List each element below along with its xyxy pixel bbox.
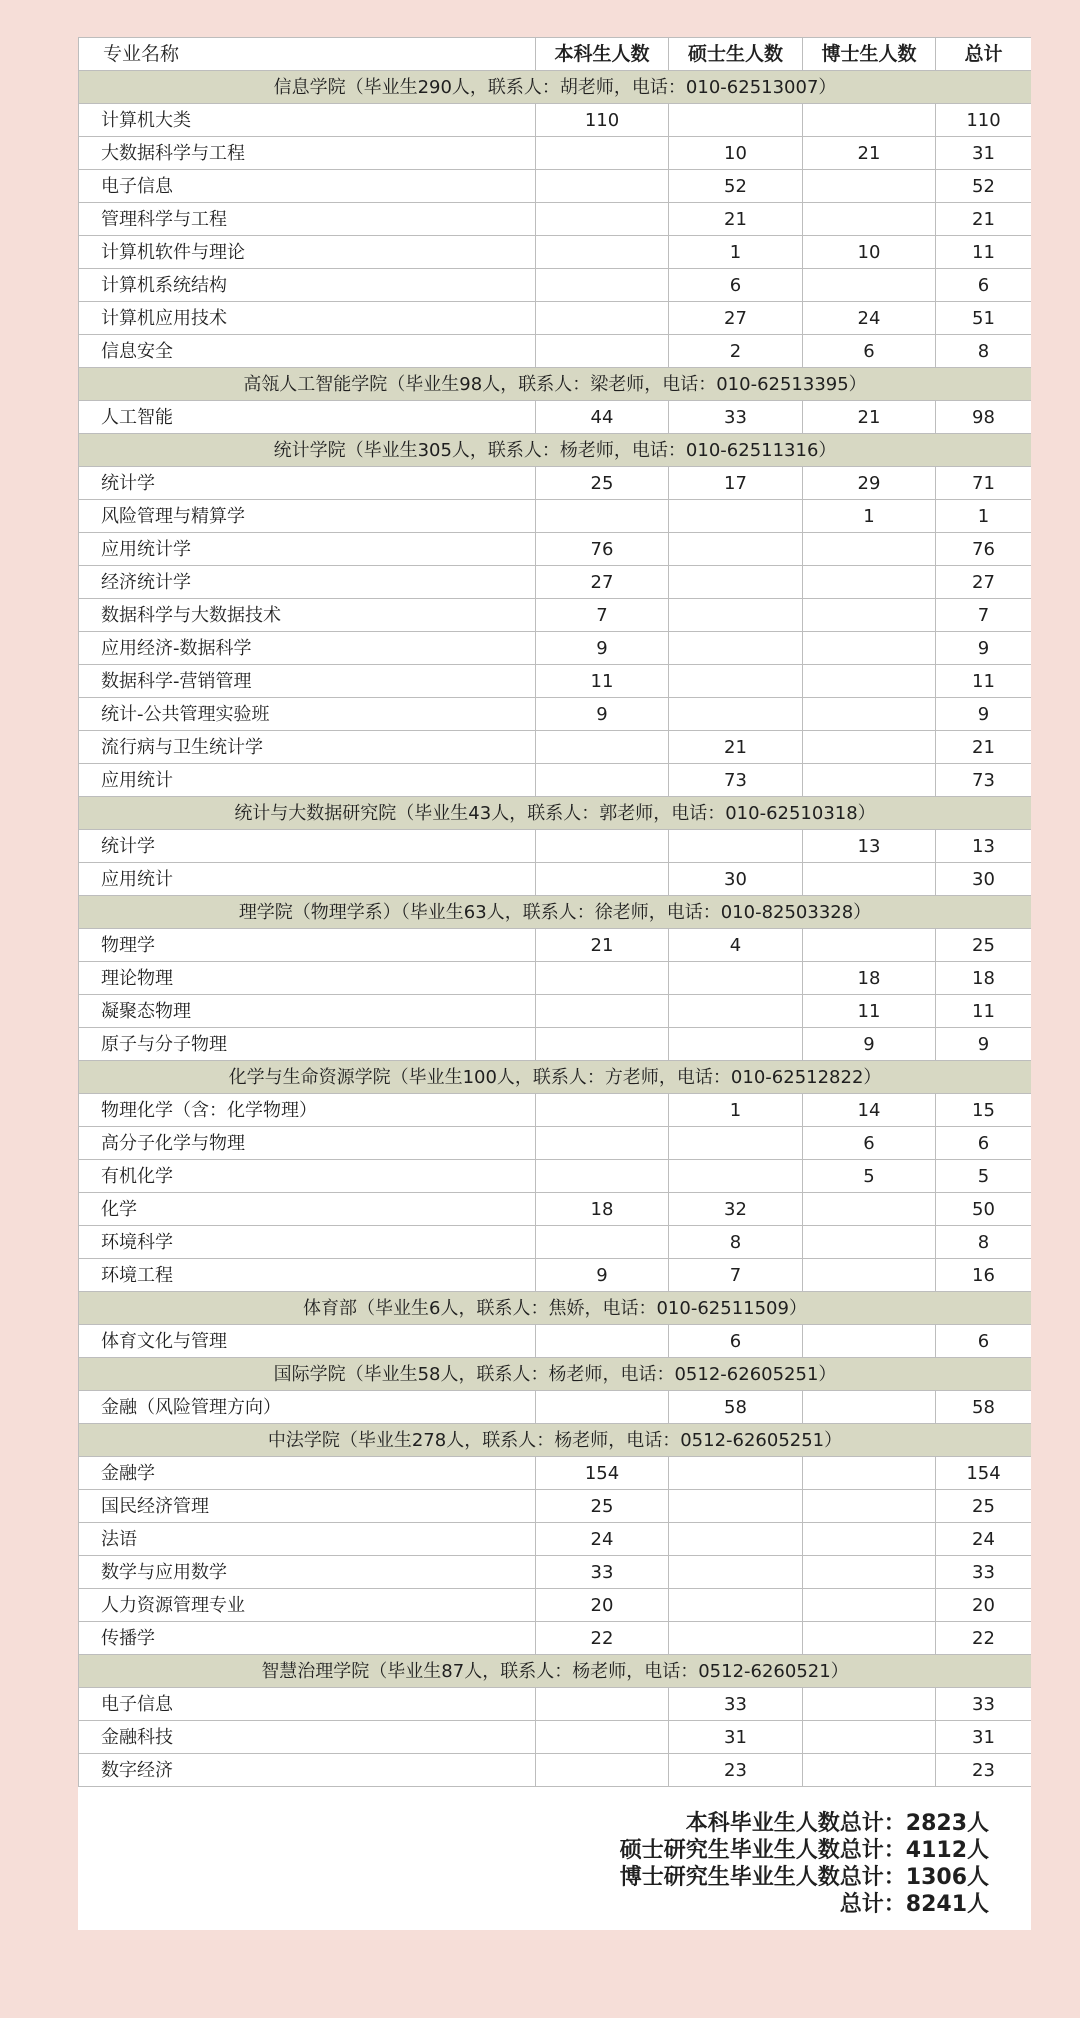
cell-doctoral: [803, 1490, 936, 1523]
college-title: 信息学院（毕业生290人，联系人：胡老师，电话：010-62513007）: [79, 71, 1032, 104]
cell-total: 8: [936, 335, 1032, 368]
cell-doctoral: [803, 1688, 936, 1721]
cell-undergraduate: [536, 995, 669, 1028]
cell-major-name: 物理化学（含：化学物理）: [79, 1094, 536, 1127]
cell-undergraduate: 25: [536, 1490, 669, 1523]
college-header-row: [79, 434, 1032, 467]
cell-total: 11: [936, 236, 1032, 269]
cell-major-name: 统计学: [79, 467, 536, 500]
table-row: [79, 1457, 1032, 1490]
cell-total: 25: [936, 1490, 1032, 1523]
cell-master: 32: [669, 1193, 803, 1226]
header-undergraduate-count: 本科生人数: [536, 38, 669, 71]
table-row: [79, 203, 1032, 236]
cell-doctoral: [803, 1721, 936, 1754]
cell-undergraduate: 7: [536, 599, 669, 632]
cell-master: [669, 1457, 803, 1490]
table-row: [79, 1490, 1032, 1523]
cell-total: 13: [936, 830, 1032, 863]
cell-undergraduate: [536, 764, 669, 797]
cell-major-name: 应用经济-数据科学: [79, 632, 536, 665]
cell-doctoral: 5: [803, 1160, 936, 1193]
cell-total: 6: [936, 1127, 1032, 1160]
college-header-row: [79, 1655, 1032, 1688]
table-row: [79, 1193, 1032, 1226]
cell-total: 76: [936, 533, 1032, 566]
cell-master: 1: [669, 236, 803, 269]
table-row: [79, 302, 1032, 335]
cell-undergraduate: 76: [536, 533, 669, 566]
college-header-row: [79, 797, 1032, 830]
cell-major-name: 凝聚态物理: [79, 995, 536, 1028]
header-major-name: 专业名称: [79, 38, 536, 71]
cell-master: 7: [669, 1259, 803, 1292]
table-row: [79, 929, 1032, 962]
table-row: [79, 1094, 1032, 1127]
college-title: 理学院（物理学系）（毕业生63人，联系人：徐老师，电话：010-82503328）: [79, 896, 1032, 929]
cell-doctoral: [803, 1754, 936, 1787]
cell-doctoral: [803, 698, 936, 731]
college-title: 中法学院（毕业生278人，联系人：杨老师，电话：0512-62605251）: [79, 1424, 1032, 1457]
cell-master: [669, 104, 803, 137]
cell-major-name: 大数据科学与工程: [79, 137, 536, 170]
cell-doctoral: [803, 1556, 936, 1589]
cell-master: [669, 830, 803, 863]
cell-total: 21: [936, 731, 1032, 764]
cell-undergraduate: [536, 269, 669, 302]
cell-major-name: 金融科技: [79, 1721, 536, 1754]
cell-major-name: 物理学: [79, 929, 536, 962]
cell-master: [669, 500, 803, 533]
cell-major-name: 计算机软件与理论: [79, 236, 536, 269]
cell-total: 25: [936, 929, 1032, 962]
cell-master: [669, 962, 803, 995]
table-row: [79, 995, 1032, 1028]
cell-total: 6: [936, 1325, 1032, 1358]
cell-total: 15: [936, 1094, 1032, 1127]
table-row: [79, 1754, 1032, 1787]
cell-total: 154: [936, 1457, 1032, 1490]
table-row: [79, 566, 1032, 599]
cell-major-name: 电子信息: [79, 1688, 536, 1721]
college-header-row: [79, 368, 1032, 401]
table-row: [79, 236, 1032, 269]
cell-major-name: 数字经济: [79, 1754, 536, 1787]
cell-total: 51: [936, 302, 1032, 335]
cell-undergraduate: 9: [536, 698, 669, 731]
cell-doctoral: [803, 1523, 936, 1556]
cell-doctoral: [803, 269, 936, 302]
cell-master: [669, 1523, 803, 1556]
cell-undergraduate: 110: [536, 104, 669, 137]
cell-master: [669, 1028, 803, 1061]
cell-major-name: 数学与应用数学: [79, 1556, 536, 1589]
cell-doctoral: [803, 1622, 936, 1655]
cell-undergraduate: [536, 1721, 669, 1754]
cell-undergraduate: [536, 236, 669, 269]
cell-total: 9: [936, 1028, 1032, 1061]
cell-total: 16: [936, 1259, 1032, 1292]
cell-master: 21: [669, 203, 803, 236]
college-title: 化学与生命资源学院（毕业生100人，联系人：方老师，电话：010-62512822）: [79, 1061, 1032, 1094]
cell-total: 73: [936, 764, 1032, 797]
college-header-row: [79, 1292, 1032, 1325]
cell-total: 24: [936, 1523, 1032, 1556]
cell-major-name: 经济统计学: [79, 566, 536, 599]
table-row: [79, 1589, 1032, 1622]
table-row: [79, 632, 1032, 665]
cell-major-name: 传播学: [79, 1622, 536, 1655]
cell-major-name: 法语: [79, 1523, 536, 1556]
cell-total: 9: [936, 698, 1032, 731]
cell-major-name: 数据科学与大数据技术: [79, 599, 536, 632]
cell-total: 33: [936, 1688, 1032, 1721]
cell-master: 23: [669, 1754, 803, 1787]
cell-total: 71: [936, 467, 1032, 500]
cell-major-name: 体育文化与管理: [79, 1325, 536, 1358]
cell-master: 6: [669, 269, 803, 302]
cell-doctoral: [803, 1457, 936, 1490]
cell-master: [669, 995, 803, 1028]
cell-undergraduate: 21: [536, 929, 669, 962]
cell-undergraduate: [536, 1127, 669, 1160]
table-row: [79, 1556, 1032, 1589]
cell-master: 4: [669, 929, 803, 962]
cell-undergraduate: 24: [536, 1523, 669, 1556]
cell-undergraduate: [536, 962, 669, 995]
cell-total: 30: [936, 863, 1032, 896]
cell-major-name: 金融学: [79, 1457, 536, 1490]
cell-total: 5: [936, 1160, 1032, 1193]
cell-total: 8: [936, 1226, 1032, 1259]
table-row: [79, 731, 1032, 764]
college-header-row: [79, 71, 1032, 104]
cell-undergraduate: [536, 731, 669, 764]
college-header-row: [79, 1424, 1032, 1457]
cell-major-name: 统计-公共管理实验班: [79, 698, 536, 731]
cell-doctoral: [803, 1325, 936, 1358]
table-header-row: [79, 38, 1032, 71]
cell-major-name: 高分子化学与物理: [79, 1127, 536, 1160]
cell-total: 33: [936, 1556, 1032, 1589]
header-doctoral-count: 博士生人数: [803, 38, 936, 71]
table-row: [79, 1325, 1032, 1358]
cell-doctoral: 21: [803, 137, 936, 170]
table-row: [79, 863, 1032, 896]
cell-doctoral: 6: [803, 335, 936, 368]
table-row: [79, 269, 1032, 302]
graduate-statistics-table: [78, 37, 1031, 1787]
cell-undergraduate: 27: [536, 566, 669, 599]
cell-master: 10: [669, 137, 803, 170]
cell-master: [669, 566, 803, 599]
cell-major-name: 理论物理: [79, 962, 536, 995]
cell-doctoral: 29: [803, 467, 936, 500]
cell-total: 98: [936, 401, 1032, 434]
cell-major-name: 原子与分子物理: [79, 1028, 536, 1061]
cell-major-name: 计算机大类: [79, 104, 536, 137]
table-row: [79, 665, 1032, 698]
cell-doctoral: 9: [803, 1028, 936, 1061]
cell-doctoral: [803, 104, 936, 137]
cell-total: 9: [936, 632, 1032, 665]
cell-undergraduate: [536, 203, 669, 236]
college-title: 国际学院（毕业生58人，联系人：杨老师，电话：0512-62605251）: [79, 1358, 1032, 1391]
table-row: [79, 1259, 1032, 1292]
cell-major-name: 环境工程: [79, 1259, 536, 1292]
cell-master: 2: [669, 335, 803, 368]
cell-master: 8: [669, 1226, 803, 1259]
summary-grand-total: 总计：8241人: [839, 1892, 989, 1917]
cell-doctoral: 10: [803, 236, 936, 269]
cell-doctoral: [803, 764, 936, 797]
cell-major-name: 人力资源管理专业: [79, 1589, 536, 1622]
cell-undergraduate: [536, 1226, 669, 1259]
cell-major-name: 环境科学: [79, 1226, 536, 1259]
cell-master: [669, 665, 803, 698]
cell-doctoral: [803, 863, 936, 896]
college-title: 智慧治理学院（毕业生87人，联系人：杨老师，电话：0512-6260521）: [79, 1655, 1032, 1688]
cell-doctoral: [803, 665, 936, 698]
cell-undergraduate: [536, 302, 669, 335]
summary-master-total: 硕士研究生毕业生人数总计：4112人: [619, 1838, 989, 1863]
cell-doctoral: 13: [803, 830, 936, 863]
cell-master: [669, 1622, 803, 1655]
summary-undergraduate-total: 本科毕业生人数总计：2823人: [685, 1811, 989, 1836]
cell-doctoral: [803, 1193, 936, 1226]
cell-doctoral: [803, 170, 936, 203]
cell-undergraduate: 18: [536, 1193, 669, 1226]
table-body: [79, 71, 1032, 1787]
table-row: [79, 170, 1032, 203]
table-row: [79, 467, 1032, 500]
cell-master: 33: [669, 401, 803, 434]
table-row: [79, 137, 1032, 170]
cell-master: [669, 698, 803, 731]
college-title: 体育部（毕业生6人，联系人：焦娇，电话：010-62511509）: [79, 1292, 1032, 1325]
cell-master: 21: [669, 731, 803, 764]
cell-total: 20: [936, 1589, 1032, 1622]
cell-doctoral: [803, 203, 936, 236]
cell-total: 31: [936, 1721, 1032, 1754]
cell-doctoral: [803, 566, 936, 599]
cell-doctoral: 18: [803, 962, 936, 995]
cell-undergraduate: [536, 830, 669, 863]
cell-total: 7: [936, 599, 1032, 632]
college-header-row: [79, 896, 1032, 929]
cell-doctoral: 14: [803, 1094, 936, 1127]
cell-undergraduate: [536, 863, 669, 896]
cell-doctoral: [803, 1226, 936, 1259]
cell-undergraduate: 25: [536, 467, 669, 500]
cell-master: [669, 1589, 803, 1622]
college-header-row: [79, 1061, 1032, 1094]
cell-major-name: 有机化学: [79, 1160, 536, 1193]
college-header-row: [79, 1358, 1032, 1391]
cell-major-name: 风险管理与精算学: [79, 500, 536, 533]
cell-undergraduate: 22: [536, 1622, 669, 1655]
cell-major-name: 电子信息: [79, 170, 536, 203]
cell-major-name: 计算机应用技术: [79, 302, 536, 335]
table-row: [79, 104, 1032, 137]
cell-total: 1: [936, 500, 1032, 533]
cell-major-name: 计算机系统结构: [79, 269, 536, 302]
cell-doctoral: [803, 632, 936, 665]
table-row: [79, 1622, 1032, 1655]
cell-master: 58: [669, 1391, 803, 1424]
cell-undergraduate: 33: [536, 1556, 669, 1589]
table-row: [79, 500, 1032, 533]
cell-total: 110: [936, 104, 1032, 137]
table-row: [79, 698, 1032, 731]
cell-doctoral: 21: [803, 401, 936, 434]
cell-doctoral: [803, 1391, 936, 1424]
cell-master: 27: [669, 302, 803, 335]
cell-doctoral: [803, 1259, 936, 1292]
cell-total: 50: [936, 1193, 1032, 1226]
cell-master: 1: [669, 1094, 803, 1127]
table-row: [79, 533, 1032, 566]
cell-total: 6: [936, 269, 1032, 302]
table-row: [79, 1391, 1032, 1424]
cell-master: 31: [669, 1721, 803, 1754]
cell-major-name: 数据科学-营销管理: [79, 665, 536, 698]
cell-master: 73: [669, 764, 803, 797]
cell-undergraduate: [536, 1325, 669, 1358]
cell-undergraduate: [536, 500, 669, 533]
cell-undergraduate: 20: [536, 1589, 669, 1622]
table-row: [79, 401, 1032, 434]
college-title: 统计与大数据研究院（毕业生43人，联系人：郭老师，电话：010-62510318）: [79, 797, 1032, 830]
cell-master: [669, 1160, 803, 1193]
cell-major-name: 应用统计学: [79, 533, 536, 566]
table-row: [79, 1160, 1032, 1193]
cell-major-name: 金融（风险管理方向）: [79, 1391, 536, 1424]
cell-master: 30: [669, 863, 803, 896]
table-row: [79, 1688, 1032, 1721]
cell-undergraduate: [536, 1028, 669, 1061]
cell-doctoral: 11: [803, 995, 936, 1028]
cell-master: 17: [669, 467, 803, 500]
cell-undergraduate: 154: [536, 1457, 669, 1490]
cell-total: 18: [936, 962, 1032, 995]
cell-total: 22: [936, 1622, 1032, 1655]
cell-undergraduate: [536, 1688, 669, 1721]
cell-doctoral: [803, 731, 936, 764]
cell-master: [669, 599, 803, 632]
cell-major-name: 人工智能: [79, 401, 536, 434]
cell-master: 33: [669, 1688, 803, 1721]
table-row: [79, 1127, 1032, 1160]
cell-undergraduate: [536, 137, 669, 170]
cell-total: 23: [936, 1754, 1032, 1787]
table-row: [79, 1523, 1032, 1556]
summary-doctoral-total: 博士研究生毕业生人数总计：1306人: [619, 1865, 989, 1890]
cell-undergraduate: [536, 1754, 669, 1787]
cell-total: 58: [936, 1391, 1032, 1424]
header-total: 总计: [936, 38, 1032, 71]
cell-undergraduate: [536, 1391, 669, 1424]
cell-major-name: 信息安全: [79, 335, 536, 368]
college-title: 高瓴人工智能学院（毕业生98人，联系人：梁老师，电话：010-62513395）: [79, 368, 1032, 401]
graduate-table-sheet: [78, 37, 1031, 1930]
cell-master: 52: [669, 170, 803, 203]
cell-master: 6: [669, 1325, 803, 1358]
cell-total: 11: [936, 995, 1032, 1028]
cell-undergraduate: 9: [536, 1259, 669, 1292]
cell-doctoral: [803, 1589, 936, 1622]
cell-total: 31: [936, 137, 1032, 170]
college-title: 统计学院（毕业生305人，联系人：杨老师，电话：010-62511316）: [79, 434, 1032, 467]
cell-doctoral: [803, 599, 936, 632]
cell-total: 11: [936, 665, 1032, 698]
cell-doctoral: 6: [803, 1127, 936, 1160]
cell-major-name: 应用统计: [79, 764, 536, 797]
cell-undergraduate: 11: [536, 665, 669, 698]
cell-total: 52: [936, 170, 1032, 203]
cell-major-name: 化学: [79, 1193, 536, 1226]
cell-doctoral: 1: [803, 500, 936, 533]
table-row: [79, 1226, 1032, 1259]
cell-undergraduate: [536, 1160, 669, 1193]
cell-master: [669, 632, 803, 665]
cell-major-name: 应用统计: [79, 863, 536, 896]
cell-major-name: 流行病与卫生统计学: [79, 731, 536, 764]
cell-undergraduate: [536, 1094, 669, 1127]
cell-major-name: 管理科学与工程: [79, 203, 536, 236]
cell-undergraduate: 9: [536, 632, 669, 665]
summary-totals: [620, 1810, 989, 1918]
table-row: [79, 962, 1032, 995]
cell-undergraduate: 44: [536, 401, 669, 434]
cell-master: [669, 533, 803, 566]
cell-major-name: 统计学: [79, 830, 536, 863]
cell-doctoral: 24: [803, 302, 936, 335]
cell-total: 21: [936, 203, 1032, 236]
table-row: [79, 1028, 1032, 1061]
cell-major-name: 国民经济管理: [79, 1490, 536, 1523]
cell-doctoral: [803, 929, 936, 962]
table-row: [79, 764, 1032, 797]
cell-doctoral: [803, 533, 936, 566]
cell-undergraduate: [536, 170, 669, 203]
table-row: [79, 830, 1032, 863]
cell-undergraduate: [536, 335, 669, 368]
table-row: [79, 599, 1032, 632]
cell-master: [669, 1556, 803, 1589]
table-row: [79, 1721, 1032, 1754]
table-row: [79, 335, 1032, 368]
cell-total: 27: [936, 566, 1032, 599]
cell-master: [669, 1127, 803, 1160]
header-master-count: 硕士生人数: [669, 38, 803, 71]
cell-master: [669, 1490, 803, 1523]
